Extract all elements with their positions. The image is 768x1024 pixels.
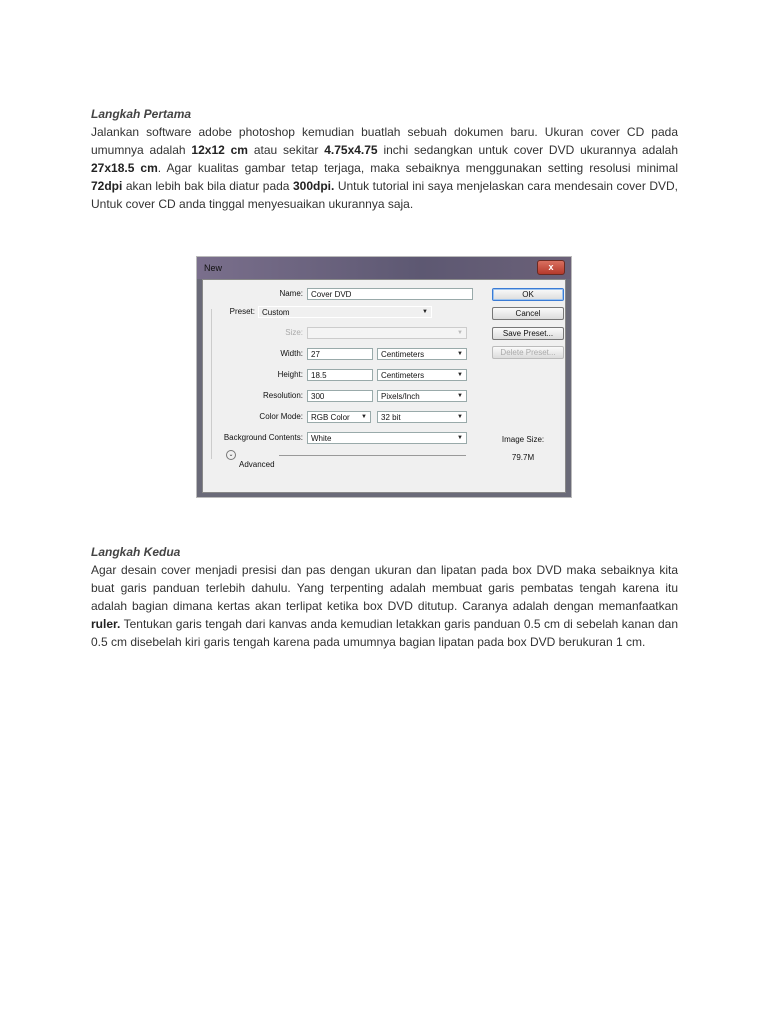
- background-contents-select[interactable]: [307, 432, 467, 444]
- step-two-section: [91, 544, 678, 651]
- preset-value: Custom: [262, 308, 290, 317]
- text-run: Tentukan garis tengah dari kanvas anda kemudian letakkan garis panduan 0.5 cm di sebelah kanan dan 0.5 cm disebelah kiri garis tengah karena pada umumnya bagian lipatan pada box DVD berukuran 1 cm.: [91, 617, 678, 649]
- step-one-section: [91, 106, 678, 213]
- bit-depth-select[interactable]: [377, 411, 467, 423]
- height-label: Height:: [277, 370, 303, 379]
- dialog-titlebar: [197, 257, 571, 279]
- bold-size-dvd: 27x18.5 cm: [91, 161, 158, 175]
- background-contents-value: White: [311, 434, 332, 443]
- bit-depth-value: 32 bit: [381, 413, 401, 422]
- width-unit-value: Centimeters: [381, 350, 425, 359]
- advanced-divider: [279, 455, 466, 456]
- color-mode-value: RGB Color: [311, 413, 350, 422]
- height-unit-value: Centimeters: [381, 371, 425, 380]
- name-field[interactable]: Cover DVD: [307, 288, 473, 300]
- color-mode-label: Color Mode:: [259, 412, 303, 421]
- bold-ruler: ruler.: [91, 617, 121, 631]
- bold-dpi-min: 72dpi: [91, 179, 123, 193]
- group-divider: [211, 309, 212, 459]
- text-run: atau sekitar: [247, 143, 325, 157]
- width-field[interactable]: 27: [307, 348, 373, 360]
- cancel-button[interactable]: Cancel: [492, 307, 564, 320]
- name-label: Name:: [279, 289, 303, 298]
- close-icon[interactable]: x: [537, 260, 565, 275]
- color-mode-select[interactable]: [307, 411, 371, 423]
- chevron-down-icon: ▼: [457, 330, 463, 336]
- advanced-label: Advanced: [239, 460, 275, 469]
- step-two-paragraph: [91, 561, 678, 651]
- width-unit-select[interactable]: [377, 348, 467, 360]
- text-run: inchi sedangkan untuk cover DVD ukurannya adalah: [377, 143, 679, 157]
- expand-advanced-icon[interactable]: ⌄: [226, 450, 236, 460]
- bold-dpi-best: 300dpi.: [292, 179, 335, 193]
- size-select: [307, 327, 467, 339]
- resolution-unit-select[interactable]: [377, 390, 467, 402]
- size-label: Size:: [285, 328, 303, 337]
- text-run: Jalankan software adobe photoshop kemudian buatlah sebuah dokumen baru. Ukuran cover CD pada umumnya adalah: [91, 125, 678, 157]
- bold-size-inch: 4.75x4.75: [324, 143, 378, 157]
- step-one-heading: Langkah Pertama: [91, 107, 192, 121]
- ok-button[interactable]: OK: [492, 288, 564, 301]
- text-run: . Agar kualitas gambar tetap terjaga, maka sebaiknya menggunakan setting resolusi minimal: [157, 161, 678, 175]
- chevron-down-icon: ▼: [422, 309, 428, 315]
- text-run: Agar desain cover menjadi presisi dan pas dengan ukuran dan lipatan pada box DVD maka sebaiknya kita buat garis panduan terlebih dahulu. Yang terpenting adalah membuat garis pembatas tengah karena itu adalah bagian dimana kertas akan terlipat ketika box DVD ditutup. Caranya adalah dengan memanfaatkan: [91, 563, 678, 613]
- text-run: Untuk tutorial ini saya menjelaskan cara mendesain cover DVD, Untuk cover CD anda tinggal menyesuaikan ukurannya saja.: [91, 179, 678, 211]
- preset-label: Preset:: [229, 307, 255, 316]
- height-unit-select[interactable]: [377, 369, 467, 381]
- bold-size-cd: 12x12 cm: [191, 143, 248, 157]
- delete-preset-button: Delete Preset...: [492, 346, 564, 359]
- height-field[interactable]: 18.5: [307, 369, 373, 381]
- chevron-down-icon: ▼: [457, 351, 463, 357]
- save-preset-button[interactable]: Save Preset...: [492, 327, 564, 340]
- resolution-label: Resolution:: [262, 391, 303, 400]
- dialog-title: New: [204, 263, 223, 273]
- chevron-down-icon: ▼: [457, 372, 463, 378]
- text-run: akan lebih bak bila diatur pada: [122, 179, 293, 193]
- step-two-heading: Langkah Kedua: [91, 545, 181, 559]
- new-document-dialog-screenshot: [196, 256, 572, 498]
- step-one-paragraph: [91, 123, 678, 213]
- chevron-down-icon: ▼: [457, 435, 463, 441]
- preset-select[interactable]: [258, 306, 432, 318]
- dialog-client: [202, 279, 566, 493]
- chevron-down-icon: ▼: [361, 414, 367, 420]
- resolution-field[interactable]: 300: [307, 390, 373, 402]
- chevron-down-icon: ▼: [457, 414, 463, 420]
- image-size-label: Image Size:: [501, 435, 545, 444]
- image-size-value: 79.7M: [511, 453, 535, 462]
- background-contents-label: Background Contents:: [223, 433, 303, 442]
- resolution-unit-value: Pixels/Inch: [381, 392, 420, 401]
- chevron-down-icon: ▼: [457, 393, 463, 399]
- width-label: Width:: [280, 349, 303, 358]
